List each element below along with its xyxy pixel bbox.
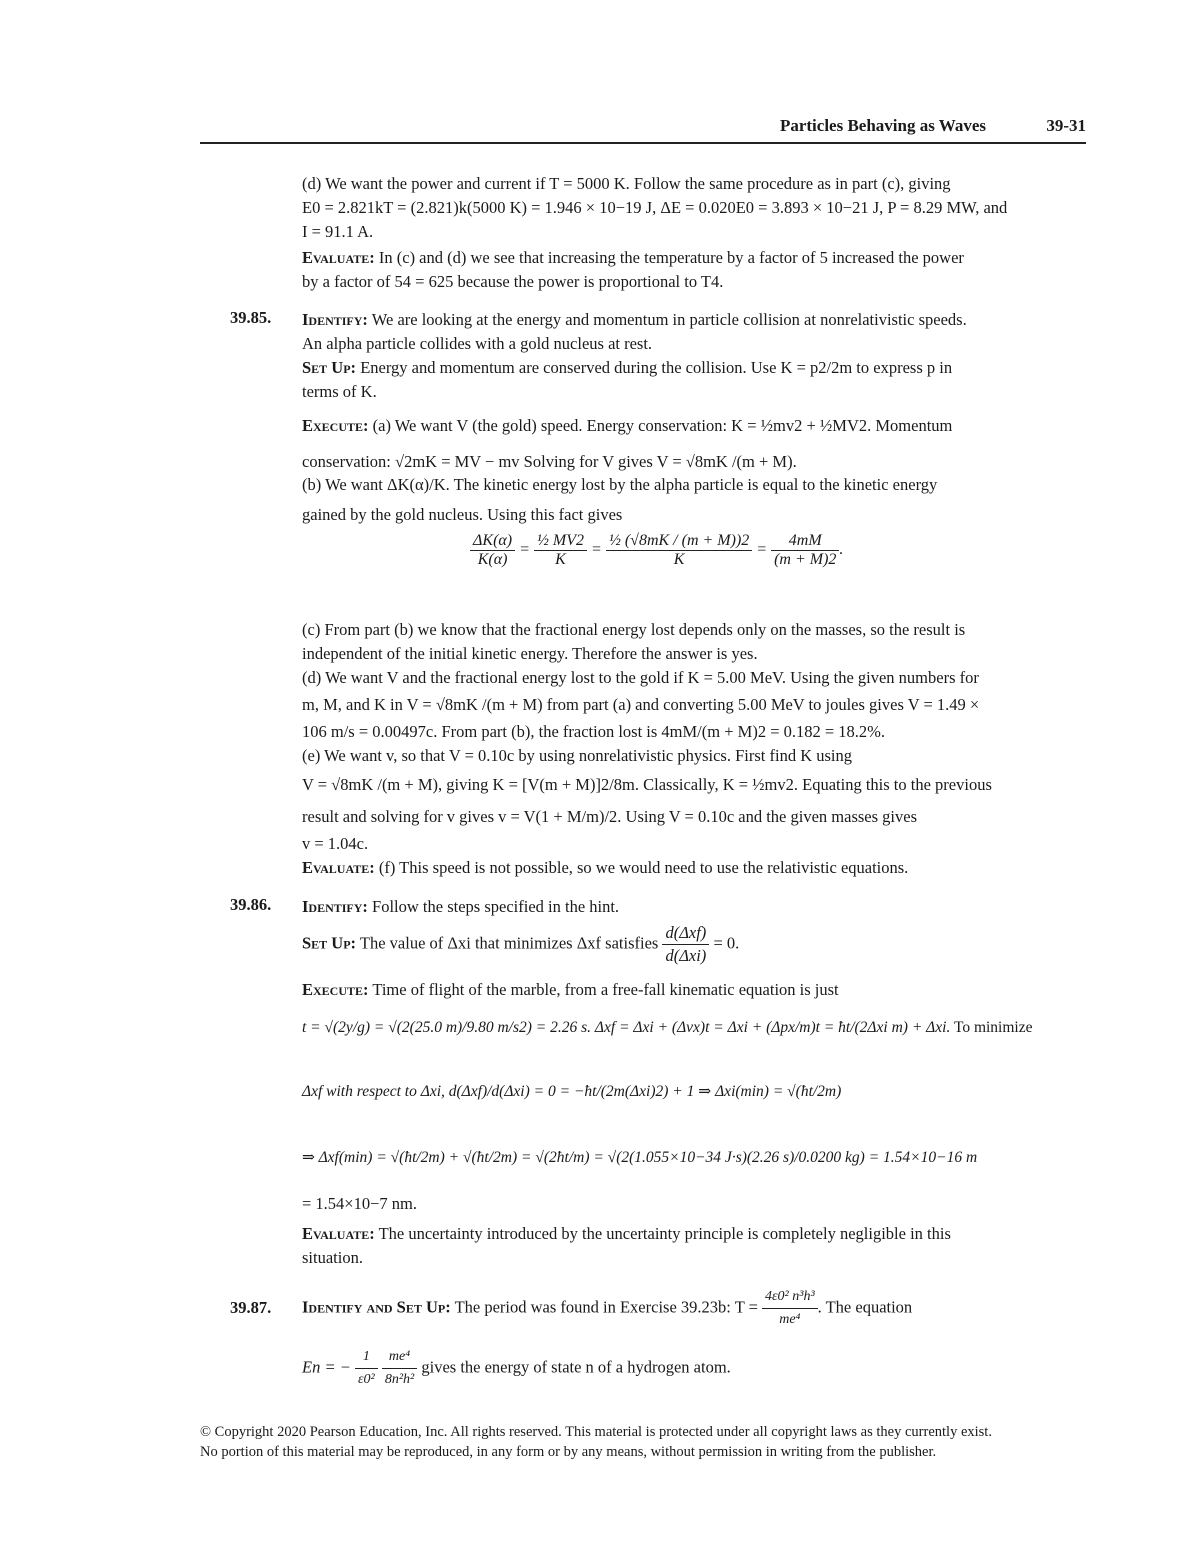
- part-b-line2: gained by the gold nucleus. Using this fact gives: [302, 505, 623, 524]
- execute86-label: Execute:: [302, 980, 369, 999]
- problem-85-parts-c-d: [302, 618, 1092, 880]
- part-e-line4: v = 1.04c.: [302, 834, 369, 853]
- part-d85-line1: (d) We want V and the fractional energy lost to the gold if K = 5.00 MeV. Using the given numbers for: [302, 668, 979, 687]
- eq-lhs: $\frac{\Delta K(\alpha)}{K(\alpha)}$: [470, 532, 515, 569]
- evaluate85-label: Evaluate:: [302, 858, 375, 877]
- identify86-label: Identify:: [302, 897, 368, 916]
- energy-text: gives the energy of state n of a hydrogen atom.: [421, 1357, 731, 1377]
- eq-term3: $\frac{4mM}{(m + M)2}$: [771, 532, 839, 569]
- part-d-line2: E0 = 2.821kT = (2.821)k(5000 K) = 1.946 × 10−19 J, ΔE = 0.020E0 = 3.893 × 10−21 J, P = 8.29 MW, and: [302, 198, 1008, 217]
- part-d85-line2: m, M, and K in V = √8mK /(m + M) from part (a) and converting 5.00 MeV to joules gives V = 1.49 ×: [302, 695, 980, 714]
- p87-text2: . The equation: [817, 1297, 913, 1317]
- footer-line2: No portion of this material may be reproduced, in any form or by any means, without permission in writing from the publisher.: [200, 1444, 937, 1460]
- energy-equation: [302, 1346, 1092, 1391]
- evaluate85-text: (f) This speed is not possible, so we would need to use the relativistic equations.: [378, 858, 909, 877]
- energy-frac2: $\frac{\text{me⁴}}{\text{8n²h²}}$: [382, 1346, 417, 1391]
- problem-86-eq2: [302, 1080, 1092, 1104]
- identify-line1: We are looking at the energy and momentum in particle collision at nonrelativistic speeds.: [371, 310, 967, 329]
- setup86-label: Set Up:: [302, 933, 357, 953]
- evaluate-top-line2: by a factor of 54 = 625 because the power is proportional to T4.: [302, 272, 724, 291]
- energy-frac1: $\frac{1}{\text{ε0²}}$: [355, 1346, 378, 1391]
- eq-term1: $\frac{\text{½ MV2}}{K}$: [534, 532, 587, 569]
- setup-label: Set Up:: [302, 358, 357, 377]
- p87-text1: The period was found in Exercise 39.23b: T =: [454, 1297, 758, 1317]
- evaluate86-label: Evaluate:: [302, 1224, 375, 1243]
- problem-87-block: [302, 1286, 1092, 1331]
- execute86-text: Time of flight of the marble, from a free-fall kinematic equation is just: [372, 980, 839, 999]
- part-b-line1: (b) We want ΔK(α)/K. The kinetic energy lost by the alpha particle is equal to the kinetic energy: [302, 475, 938, 494]
- eq3-text: ⇒ Δxf(min) = √(ħt/2m) + √(ħt/2m) = √(2ħt/m) = √(2(1.055×10−34 J·s)(2.26 s)/0.0200 kg) = 1.54×10−16 m: [302, 1149, 978, 1166]
- eq2-text: Δxf with respect to Δxi, d(Δxf)/d(Δxi) = 0 = −ħt/(2m(Δxi)2) + 1 ⇒ Δxi(min) = √(ħt/2m): [302, 1083, 842, 1100]
- setup86-fraction: $\frac{\text{d(Δxf)}}{\text{d(Δxi)}}$: [662, 922, 709, 967]
- evaluate-top-line1: In (c) and (d) we see that increasing the temperature by a factor of 5 increased the power: [378, 248, 964, 267]
- problem-85-identify-setup: [302, 308, 1092, 404]
- problem-86-setup: [302, 922, 1092, 967]
- problem-86-evaluate: [302, 1222, 1092, 1270]
- footer-line1: © Copyright 2020 Pearson Education, Inc. All rights reserved. This material is protected under all copyright laws as they currently exist.: [200, 1424, 992, 1440]
- part-e-line3: result and solving for v gives v = V(1 + M/m)/2. Using V = 0.10c and the given masses gives: [302, 807, 917, 826]
- setup86-eq-tail: = 0.: [713, 933, 740, 953]
- part-a-line1: (a) We want V (the gold) speed. Energy conservation: K = ½mv2 + ½MV2. Momentum: [372, 416, 953, 435]
- part-d-block: [302, 172, 1092, 244]
- eq-term2: $\frac{\text{½ (√8mK / (m + M))2}}{K}$: [606, 532, 752, 569]
- page-header: [200, 112, 1086, 144]
- identify-line2: An alpha particle collides with a gold nucleus at rest.: [302, 334, 653, 353]
- problem-86-identify: [302, 895, 1092, 919]
- part-e-line2: V = √8mK /(m + M), giving K = [V(m + M)]2/8m. Classically, K = ½mv2. Equating this to the previous: [302, 775, 992, 794]
- period-fraction: $\frac{\text{4ε0² n³h³}}{\text{me⁴}}$: [762, 1286, 818, 1331]
- evaluate86-line1: The uncertainty introduced by the uncertainty principle is completely negligible in this: [378, 1224, 951, 1243]
- evaluate-top-block: [302, 246, 1092, 294]
- evaluate86-line2: situation.: [302, 1248, 363, 1267]
- part-a-line2: conservation: √2mK = MV − mv Solving for V gives V = √8mK /(m + M).: [302, 452, 797, 471]
- problem-number-85: 39.85.: [230, 308, 272, 327]
- setup-line1: Energy and momentum are conserved during the collision. Use K = p2/2m to express p in: [360, 358, 953, 377]
- setup86-text: The value of Δxi that minimizes Δxf satisfies: [359, 933, 659, 953]
- problem-86-execute: [302, 978, 1092, 1002]
- problem-number-86: 39.86.: [230, 895, 272, 914]
- part-c-line2: independent of the initial kinetic energy. Therefore the answer is yes.: [302, 644, 758, 663]
- eq4-text: = 1.54×10−7 nm.: [302, 1194, 418, 1213]
- page-number: 39-31: [1046, 116, 1086, 135]
- problem-number-87: 39.87.: [230, 1298, 272, 1317]
- chapter-title: Particles Behaving as Waves: [779, 116, 986, 135]
- evaluate-label: Evaluate:: [302, 248, 375, 267]
- problem-86-eq3: [302, 1146, 1092, 1170]
- identify86-text: Follow the steps specified in the hint.: [372, 897, 620, 916]
- setup-line2: terms of K.: [302, 382, 377, 401]
- identify-label: Identify:: [302, 310, 368, 329]
- part-d-line1: (d) We want the power and current if T = 5000 K. Follow the same procedure as in part (c), giving: [302, 174, 951, 193]
- problem-85-part-b: [302, 470, 1092, 530]
- copyright-footer: [200, 1422, 1090, 1462]
- execute-label: Execute:: [302, 416, 369, 435]
- part-e-line1: (e) We want v, so that V = 0.10c by using nonrelativistic physics. First find K using: [302, 746, 852, 765]
- problem-86-eq1: [302, 1016, 1092, 1040]
- identify-setup87-label: Identify and Set Up:: [302, 1297, 451, 1317]
- eq1-tail: To minimize: [953, 1019, 1033, 1036]
- problem-86-eq4: [302, 1192, 1092, 1216]
- part-b-equation: $\frac{\Delta K(\alpha)}{K(\alpha)}$ = $\frac{\text{½ MV2}}{K}$ = $\frac{\text{½ (√8mK / (m + M))2}}{K}$ = $\frac{4mM}{(m + M)2}$ .: [470, 532, 843, 569]
- eq1-text: t = √(2y/g) = √(2(25.0 m)/9.80 m/s2) = 2.26 s. Δxf = Δxi + (Δvx)t = Δxi + (Δpx/m)t = ħt/(2Δxi m) + Δxi.: [302, 1019, 951, 1036]
- energy-lhs: En = −: [302, 1357, 351, 1377]
- part-c-line1: (c) From part (b) we know that the fractional energy lost depends only on the masses, so the result is: [302, 620, 966, 639]
- part-d85-line3: 106 m/s = 0.00497c. From part (b), the fraction lost is 4mM/(m + M)2 = 0.182 = 18.2%.: [302, 722, 886, 741]
- part-d-line3: I = 91.1 A.: [302, 222, 374, 241]
